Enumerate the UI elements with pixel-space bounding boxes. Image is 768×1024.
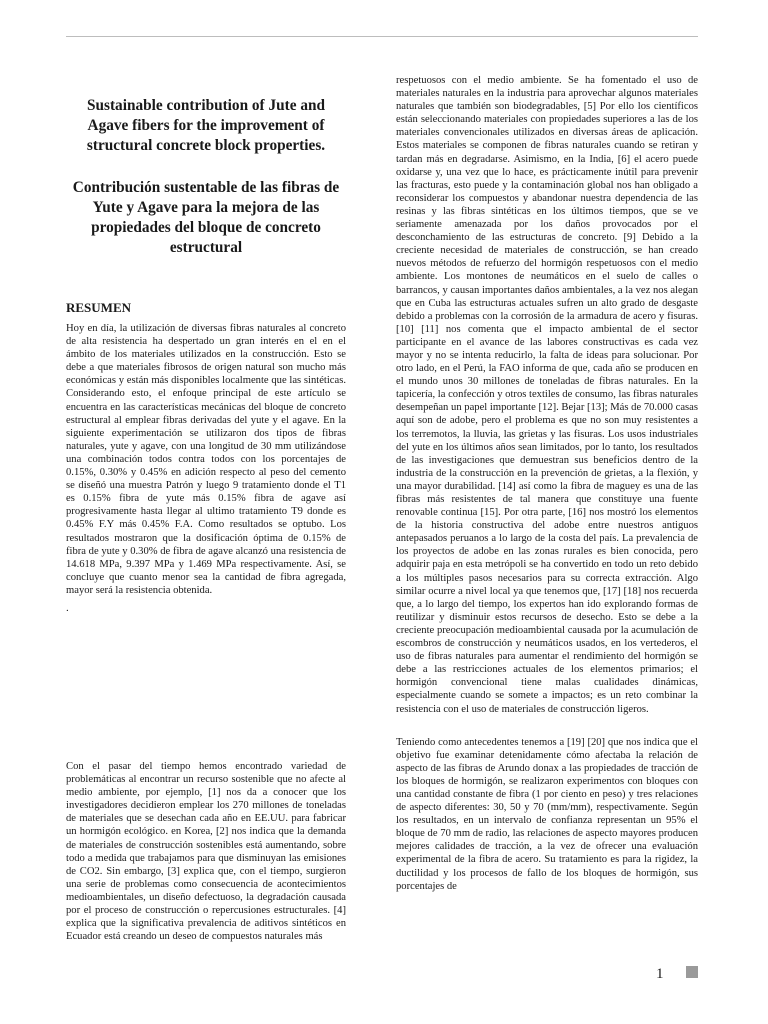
separator-dot: . — [66, 602, 69, 614]
resumen-text: Hoy en día, la utilización de diversas fibras naturales al concreto de alta resistencia ha despertado un gran interés en el en el ámbito de los materiales utilizados en la construcción. Esto se debe a que materiales fibrosos de origen natural son mucho más económicas y están más disponibles localmente que las sintéticas. Considerando esto, el enfoque principal de este artículo se encuentra en las características mecánicas del bloque de concreto estructural al emplear fibras derivadas del yute y el agave. En la siguiente experimentación se utilizaron dos tipos de fibras naturales, yute y agave, con una longitud de 30 mm utilizándose una combinación todos contra todos con los porcentajes de 0.15%, 0.30% y 0.45% en adición respecto al peso del cemento se diseñó una muestra Patrón y luego 9 tratamiento donde el T1 es 0.15% fibra de yute más 0.15% fibra de agave así progresivamente hasta llegar al ultimo tratamiento T9 donde es 0.45% F.Y más 0.45% F.A. Como resultados se optubo. Los resultados mostraron que la dosificación óptima de 0.15% de fibra de yute y 0.30% de fibra de agave alcanzó una resistencia de 14.618 MPa, 9.397 MPa y 1.469 MPa respectivamente. Así, se concluye que cuanto menor sea la cantidad de fibra agregada, mayor será la resistencia obtenida. — [66, 323, 346, 596]
page-number: 1 — [656, 966, 664, 982]
title-english: Sustainable contribution of Jute and Agave fibers for the improvement of structural concrete block properties. — [86, 97, 326, 154]
body-paragraph-2: Teniendo como antecedentes tenemos a [19] [20] que nos indica que el objetivo fue examinar detenidamente cómo afectaba la relación de aspecto de las fibras de Arundo donax a las propiedades de tracción de los bloques de hormigón, se realizaron experimentos con bloques con una cantidad constante de fibra (1 por ciento en peso) y tres relaciones de aspecto diferentes: 30, 50 y 70 (mm/mm), respectivamente. Según los resultados, en un intervalo de confianza representan un 95% el bloque de 70 mm de radio, las relaciones de aspecto mayores producen mejores calidades de tracción, a la vez de ofrecer una evaluación experimental de la fibra de acero. Su tratamiento es para la rigidez, la ductilidad y los procesos de fallo de los bloques de hormigón, sus porcentajes de — [396, 736, 698, 892]
header-rule — [66, 36, 698, 37]
resumen-heading: RESUMEN — [66, 300, 132, 315]
left-column — [66, 96, 346, 943]
intro-paragraph: Con el pasar del tiempo hemos encontrado variedad de problemáticas al encontrar un recurso sostenible que no afecte al medio ambiente, por ejemplo, [1] nos da a conocer que los investigadores decidieron emplear los 270 millones de toneladas de materiales que se desechan cada año en EE.UU. para fabricar un hormigón ecológico. en Korea, [2] nos indica que la demanda de materiales de construcción sostenibles está aumentando, sobre todo a medida que trabajamos para que disminuyan las emisiones de CO2. Sin embargo, [3] explica que, con el tiempo, surgieron una serie de problemas como consecuencia de acontecimientos medioambientales, un diseño defectuoso, la degradación causada por el proceso de construcción o repercusiones estructurales. [4] explica que la significativa prevalencia de aditivos sintéticos en Ecuador está creando un deseo de compuestos naturales más — [66, 761, 346, 943]
corner-square-marker — [686, 966, 698, 978]
title-spanish: Contribución sustentable de las fibras de Yute y Agave para la mejora de las propiedades del bloque de concreto estructural — [72, 179, 340, 256]
right-column — [396, 74, 698, 893]
body-paragraph-1: respetuosos con el medio ambiente. Se ha fomentado el uso de materiales naturales en la industria para aprovechar algunos materiales naturales que también son biodegradables, [5] Por ello los científicos están seleccionando materiales con propiedades superiores a las de los materiales convencionales utilizados en diversas áreas de aplicación. Estos materiales se componen de fibras naturales cuando se retiran y tardan más en degradarse. Asimismo, en la India, [6] el acero puede oxidarse y, una vez que lo hace, es prácticamente inútil para prevenir las fracturas, esto puede y la contaminación global nos han obligado a reconsiderar los compuestos y abandonar nuestra dependencia de las resinas y las fibras sintéticas en los últimos tiempos, que se ve seriamente amenazada por los daños provocados por el desconchamiento de las estructuras de concreto. [9] Debido a la creciente necesidad de materiales de construcción, se han creado nuevos métodos de refuerzo del hormigón respetuosos con el medio ambiente. Los montones de neumáticos en el suelo de calles o barrancos, y causan importantes daños ambientales, a la vez nos alegan que en Cuba las estructuras actuales sufren un alto grado de desgaste debido a problemas con la corrosión de la armadura de acero y fisuras. [10] [11] nos comenta que el impacto ambiental de el sector participante en el avance de las labores constructivas es cada vez mayor y no se intenta reducirlo, la falta de ideas para solucionar. Por otro lado, en el Perú, la FAO informa de que, cada año se producen en el mundo unos 30 millones de toneladas de fibras naturales. En la tapicería, la confección y otros textiles de consumo, las fibras naturales desempeñan un papel importante [12]. Bejar [13]; Más de 70.000 casas aquí son de adobe, pero el problema es que no son muy resistentes a los terremotos, la lluvia, las grietas y las fisuras. Los usos industriales del yute en los últimos años sean limitados, por lo tanto, los resultados de las investigaciones que demuestran sus beneficios dentro de la industria de la construcción en la prevención de grietas, a la flexión, y una mayor durabilidad. [14] así como la fibra de maguey es una de las fibras más resistentes de tal manera que constituye una fuente renovable continua [15]. Por otra parte, [16] nos mostró los elementos de la historia constructiva del adobe entre nuestros antiguos antepasados peruanos a lo largo de la costa del país. La prevalencia de los proyectos de adobe en las zonas rurales es bien conocida, pero adquirir paja en esta metrópoli se ha convertido en todo un reto debido a los múltiples pasos necesarios para su correcta extracción. Algo similar ocurre a nivel local ya que tenemos que, [17] [18] nos recuerda que, a lo largo del tiempo, los expertos han ido explorando formas de reutilizar y disminuir estos recursos de desecho. Esto se debe a la creciente preocupación medioambiental causada por la acumulación de escombros de construcción y neumáticos usados, en los vertederos, el uso de fibras naturales para aumentar el rendimiento del hormigón se debe a las restricciones actuales de los elementos primarios; el hormigón convencional tiene malas cualidades dinámicas, especialmente cuando se somete a impactos; es un reto combinar la resistencia con el uso de materiales de construcción ligeros. — [396, 75, 698, 715]
